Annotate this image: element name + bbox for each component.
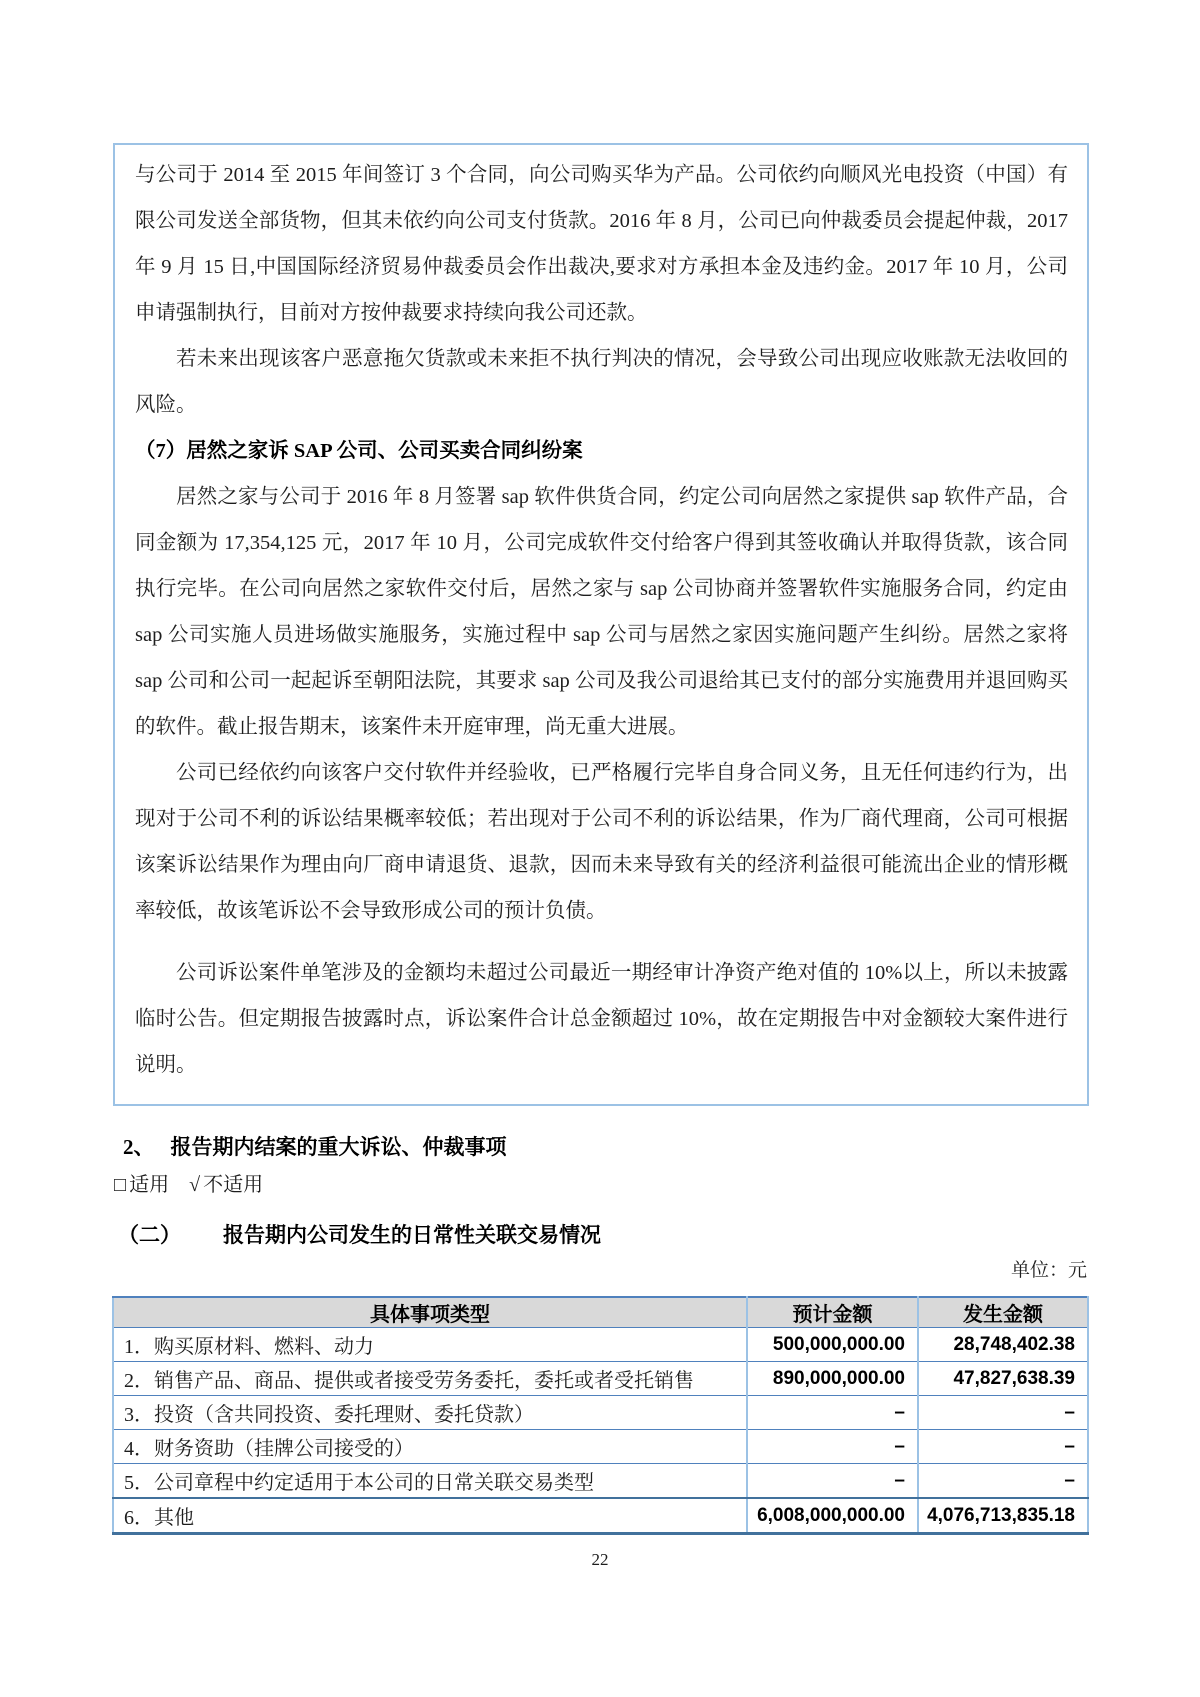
checkbox-unchecked-icon: □	[114, 1174, 127, 1196]
related-transactions-table	[112, 1296, 1089, 1535]
actual-cell: 4,076,713,835.18	[918, 1498, 1088, 1534]
heading-title: 报告期内公司发生的日常性关联交易情况	[223, 1223, 601, 1247]
budget-cell: 890,000,000.00	[747, 1362, 918, 1396]
budget-cell: 500,000,000.00	[747, 1328, 918, 1362]
applicable-label: 适用	[129, 1174, 170, 1196]
actual-cell: –	[918, 1396, 1088, 1430]
item-cell: 2．销售产品、商品、提供或者接受劳务委托，委托或者受托销售	[113, 1362, 747, 1396]
heading-number: 2、	[123, 1135, 155, 1159]
table-row	[113, 1498, 1088, 1534]
budget-cell: –	[747, 1430, 918, 1464]
paragraph-risk-note: 若未来出现该客户恶意拖欠货款或未来拒不执行判决的情况，会导致公司出现应收账款无法收回的风险。	[135, 348, 1068, 416]
heading-related-transactions	[118, 1219, 1078, 1251]
heading-number: （二）	[118, 1223, 181, 1247]
budget-cell: 6,008,000,000.00	[747, 1498, 918, 1534]
budget-cell: –	[747, 1396, 918, 1430]
column-header-item-type: 具体事项类型	[113, 1297, 747, 1328]
column-header-actual-amount: 发生金额	[918, 1297, 1088, 1328]
paragraph-contract-dispute: 与公司于 2014 至 2015 年间签订 3 个合同，向公司购买华为产品。公司依约向顺风光电投资（中国）有限公司发送全部货物，但其未依约向公司支付货款。2016 年 8 月，公司已向仲裁委员会提起仲裁，2017 年 9 月 15 日,中国国际经济贸易仲裁委员会作出裁决,要求对方承担本金及违约金。2017 年 10 月，公司申请强制执行，目前对方按仲裁要求持续向我公司还款。	[135, 164, 1068, 324]
checkmark-icon: √	[189, 1174, 201, 1196]
case-heading-7: （7）居然之家诉 SAP 公司、公司买卖合同纠纷案	[135, 440, 583, 462]
item-cell: 1．购买原材料、燃料、动力	[113, 1328, 747, 1362]
heading-closed-litigation	[123, 1131, 1083, 1163]
paragraph-case-detail: 居然之家与公司于 2016 年 8 月签署 sap 软件供货合同，约定公司向居然之家提供 sap 软件产品，合同金额为 17,354,125 元，2017 年 10 月，公司完成软件交付给客户得到其签收确认并取得货款，该合同执行完毕。在公司向居然之家软件交付后，居然之家与 sap 公司协商并签署软件实施服务合同，约定由 sap 公司实施人员进场做实施服务，实施过程中 sap 公司与居然之家因实施问题产生纠纷。居然之家将 sap 公司和公司一起起诉至朝阳法院，其要求 sap 公司及我公司退给其已支付的部分实施费用并退回购买的软件。截止报告期末，该案件未开庭审理，尚无重大进展。	[135, 486, 1068, 738]
item-cell: 3．投资（含共同投资、委托理财、委托贷款）	[113, 1396, 747, 1430]
table-row	[113, 1430, 1088, 1464]
not-applicable-label: 不适用	[203, 1174, 264, 1196]
budget-cell: –	[747, 1464, 918, 1499]
actual-cell: 28,748,402.38	[918, 1328, 1088, 1362]
item-cell: 4．财务资助（挂牌公司接受的）	[113, 1430, 747, 1464]
unit-label: 单位：元	[1010, 1260, 1087, 1281]
actual-cell: –	[918, 1464, 1088, 1499]
table-row	[113, 1362, 1088, 1396]
heading-title: 报告期内结案的重大诉讼、仲裁事项	[170, 1135, 507, 1159]
item-cell: 6．其他	[113, 1498, 747, 1534]
page-number: 22	[591, 1550, 609, 1569]
table-row	[113, 1464, 1088, 1499]
litigation-text-box	[113, 143, 1089, 1106]
item-cell: 5．公司章程中约定适用于本公司的日常关联交易类型	[113, 1464, 747, 1499]
column-header-budget-amount: 预计金额	[747, 1297, 918, 1328]
table-header-row	[113, 1297, 1088, 1328]
paragraph-disclosure-note: 公司诉讼案件单笔涉及的金额均未超过公司最近一期经审计净资产绝对值的 10%以上，所以未披露临时公告。但定期报告披露时点，诉讼案件合计总金额超过 10%，故在定期报告中对金额较大案件进行说明。	[135, 962, 1068, 1076]
paragraph-case-assessment: 公司已经依约向该客户交付软件并经验收，已严格履行完毕自身合同义务，且无任何违约行为，出现对于公司不利的诉讼结果概率较低；若出现对于公司不利的诉讼结果，作为厂商代理商，公司可根据该案诉讼结果作为理由向厂商申请退货、退款，因而未来导致有关的经济利益很可能流出企业的情形概率较低，故该笔诉讼不会导致形成公司的预计负债。	[135, 762, 1068, 922]
table-row	[113, 1328, 1088, 1362]
actual-cell: 47,827,638.39	[918, 1362, 1088, 1396]
table-row	[113, 1396, 1088, 1430]
actual-cell: –	[918, 1430, 1088, 1464]
applicability-line	[114, 1170, 263, 1200]
